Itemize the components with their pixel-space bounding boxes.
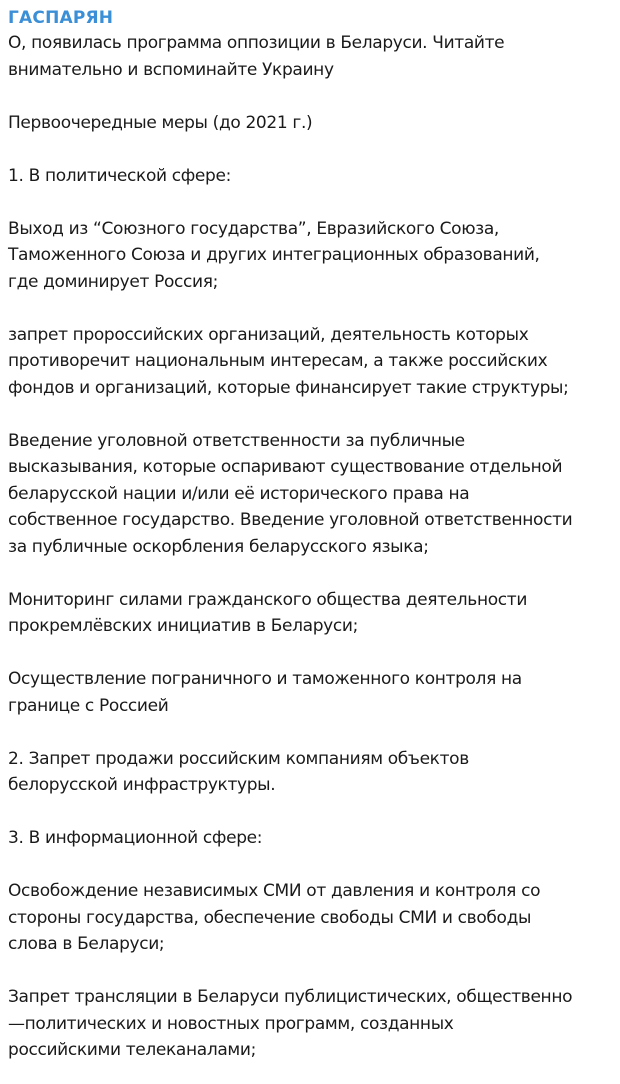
paragraph-gap [8, 189, 612, 216]
message-paragraph-priority-measures: Первоочередные меры (до 2021 г.) [8, 112, 313, 133]
paragraph-gap [8, 640, 612, 667]
message-paragraph-political-heading: 1. В политической сфере: [8, 165, 231, 186]
message-paragraph-information-heading: 3. В информационной сфере: [8, 828, 263, 848]
message-author-name[interactable]: ГАСПАРЯН [8, 8, 114, 28]
message-paragraph-monitoring: Мониторинг силами гражданского общества деятельности прокремлёвских инициатив в Беларуси; [8, 589, 528, 636]
message-paragraph-exit-union: Выход из “Союзного государства”, Евразийского Союза, Таможенного Союза и других интеграционных образований, где доминирует Россия; [8, 218, 540, 292]
paragraph-gap [8, 295, 612, 322]
message-paragraph-media-freedom: Освобождение независимых СМИ от давления и контроля со стороны государства, обеспечение свободы СМИ и свободы слова в Беларуси; [8, 881, 541, 954]
paragraph-gap [8, 852, 612, 879]
message-paragraph-intro: О, появилась программа оппозиции в Беларуси. Читайте внимательно и вспоминайте Украину [8, 33, 505, 80]
message-paragraph-criminal-liability: Введение уголовной ответственности за публичные высказывания, которые оспаривают существование отдельной беларусской нации и/или её исторического права на собственное государство. Введение уголовной ответственности за публичные оскорбления беларусского языка; [8, 430, 573, 557]
paragraph-gap [8, 560, 612, 587]
message-paragraph-ban-organizations: запрет пророссийских организаций, деятельность которых противоречит национальным интересам, а также российских фондов и организаций, которые финансирует такие структуры; [8, 324, 569, 398]
paragraph-gap [8, 136, 612, 163]
paragraph-gap [8, 401, 612, 428]
paragraph-gap [8, 799, 612, 826]
message-paragraph-border-control: Осуществление пограничного и таможенного контроля на границе с Россией [8, 669, 522, 716]
message-paragraph-broadcast-ban: Запрет трансляции в Беларуси публицистических, общественно —политических и новостных программ, созданных российскими телеканалами; [8, 987, 573, 1060]
paragraph-gap [8, 719, 612, 746]
paragraph-gap [8, 958, 612, 985]
message-paragraph-infrastructure-ban: 2. Запрет продажи российским компаниям объектов белорусской инфраструктуры. [8, 748, 469, 795]
paragraph-gap [8, 83, 612, 110]
